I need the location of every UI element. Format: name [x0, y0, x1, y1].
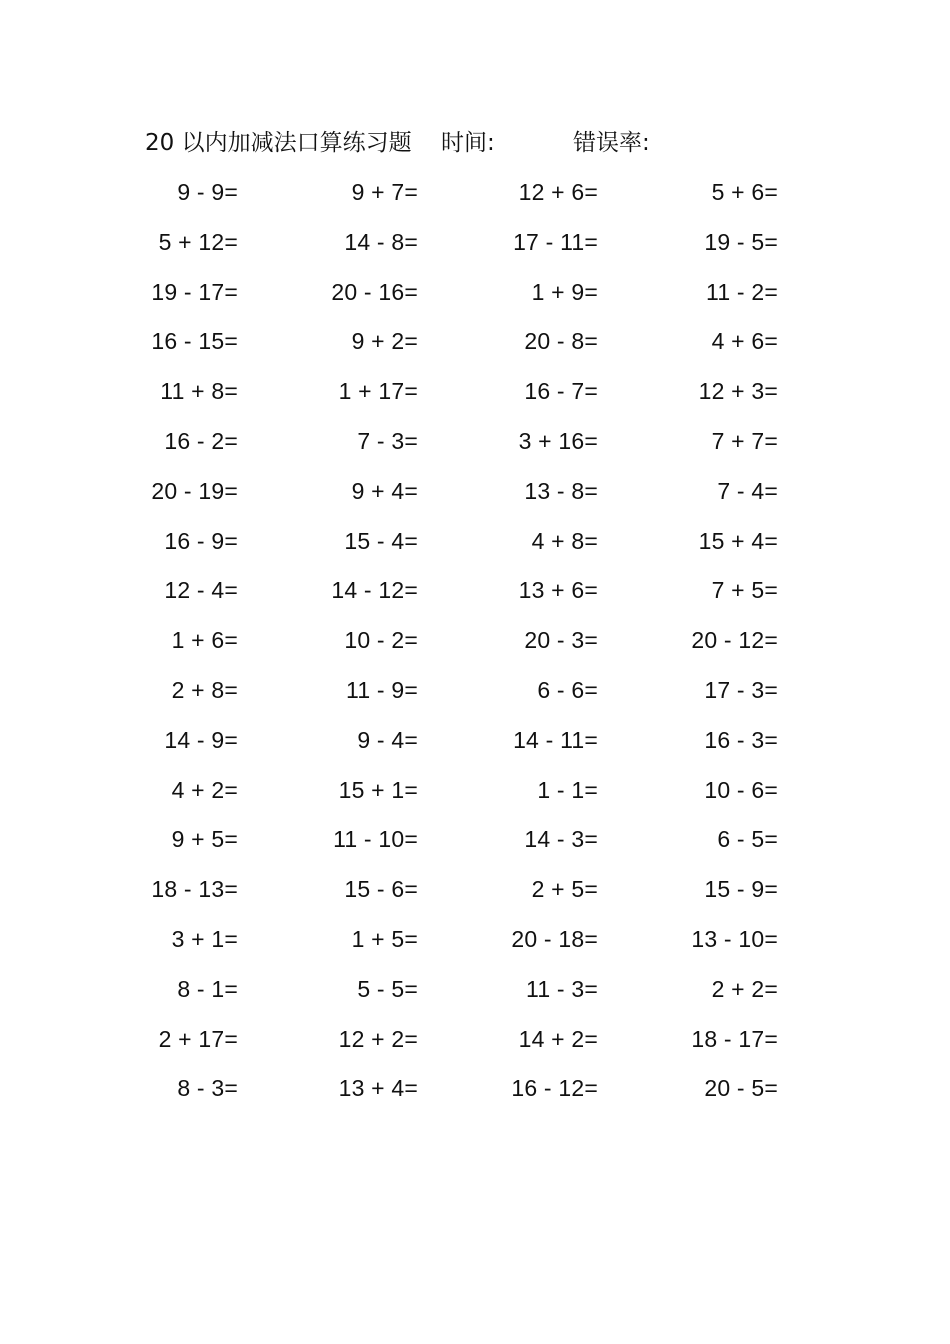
math-problem: 8 - 3= [177, 1075, 238, 1102]
math-problem: 20 - 19= [151, 477, 238, 504]
problem-row [0, 919, 950, 969]
math-problem: 16 - 15= [151, 328, 238, 355]
math-problem: 13 - 10= [691, 925, 778, 952]
problem-row [0, 172, 950, 222]
math-problem: 20 - 8= [524, 328, 598, 355]
problem-row [0, 1019, 950, 1069]
math-problem: 13 - 8= [524, 477, 598, 504]
worksheet-title: 20 以内加减法口算练习题 [145, 130, 412, 156]
math-problem: 9 - 4= [357, 726, 418, 753]
math-problem: 9 + 7= [351, 179, 418, 205]
math-problem: 13 + 6= [518, 577, 598, 604]
problem-grid [0, 172, 950, 1118]
math-problem: 7 - 4= [717, 477, 778, 504]
math-problem: 9 + 5= [171, 826, 238, 853]
math-problem: 2 + 17= [158, 1025, 238, 1052]
math-problem: 2 + 5= [531, 876, 598, 903]
problem-row [0, 770, 950, 820]
math-problem: 17 - 11= [513, 228, 598, 255]
math-problem: 1 + 17= [338, 378, 418, 405]
math-problem: 2 + 2= [711, 975, 778, 1002]
problem-row [0, 272, 950, 322]
problem-row [0, 620, 950, 670]
math-problem: 11 - 9= [346, 676, 418, 703]
math-problem: 20 - 16= [331, 278, 418, 305]
math-problem: 14 - 8= [344, 228, 418, 255]
math-problem: 10 - 6= [704, 776, 778, 803]
error-rate-label: 错误率: [573, 130, 650, 156]
math-problem: 14 - 3= [524, 826, 598, 853]
math-problem: 12 + 3= [698, 378, 778, 405]
math-problem: 8 - 1= [177, 975, 238, 1002]
math-problem: 15 - 6= [344, 876, 418, 903]
math-problem: 5 + 6= [711, 179, 778, 205]
math-problem: 20 - 12= [691, 627, 778, 654]
math-problem: 9 - 9= [177, 179, 238, 205]
math-problem: 9 + 2= [351, 328, 418, 355]
math-problem: 16 - 12= [511, 1075, 598, 1102]
math-problem: 14 - 9= [164, 726, 238, 753]
math-problem: 4 + 2= [171, 776, 238, 803]
math-problem: 4 + 6= [711, 328, 778, 355]
problem-row [0, 371, 950, 421]
problem-row [0, 521, 950, 571]
math-problem: 1 + 6= [171, 627, 238, 654]
math-problem: 7 - 3= [357, 427, 418, 454]
math-problem: 6 - 5= [717, 826, 778, 853]
problem-row [0, 222, 950, 272]
problem-row [0, 471, 950, 521]
math-problem: 5 - 5= [357, 975, 418, 1002]
math-problem: 20 - 5= [704, 1075, 778, 1102]
math-problem: 7 + 5= [711, 577, 778, 604]
math-problem: 15 + 4= [698, 527, 778, 554]
math-problem: 1 - 1= [537, 776, 598, 803]
math-problem: 12 + 2= [338, 1025, 418, 1052]
math-problem: 19 - 5= [704, 228, 778, 255]
problem-row [0, 570, 950, 620]
math-problem: 2 + 8= [171, 676, 238, 703]
math-problem: 16 - 7= [524, 378, 598, 405]
math-problem: 20 - 3= [524, 627, 598, 654]
math-problem: 12 - 4= [164, 577, 238, 604]
math-problem: 16 - 2= [164, 427, 238, 454]
time-label: 时间: [441, 130, 495, 156]
math-problem: 13 + 4= [338, 1075, 418, 1102]
problem-row [0, 819, 950, 869]
math-problem: 1 + 9= [531, 278, 598, 305]
math-problem: 15 + 1= [338, 776, 418, 803]
math-problem: 16 - 3= [704, 726, 778, 753]
math-problem: 1 + 5= [351, 925, 418, 952]
math-problem: 12 + 6= [518, 179, 598, 205]
math-problem: 18 - 13= [151, 876, 238, 903]
problem-row [0, 720, 950, 770]
math-problem: 15 - 4= [344, 527, 418, 554]
math-problem: 18 - 17= [691, 1025, 778, 1052]
problem-row [0, 421, 950, 471]
math-problem: 3 + 1= [171, 925, 238, 952]
problem-row [0, 670, 950, 720]
problem-row [0, 1068, 950, 1118]
math-problem: 7 + 7= [711, 427, 778, 454]
math-problem: 5 + 12= [158, 228, 238, 255]
math-problem: 17 - 3= [704, 676, 778, 703]
math-problem: 11 - 2= [706, 278, 778, 305]
math-problem: 11 - 3= [526, 975, 598, 1002]
math-problem: 6 - 6= [537, 676, 598, 703]
problem-row [0, 321, 950, 371]
math-problem: 10 - 2= [344, 627, 418, 654]
math-problem: 15 - 9= [704, 876, 778, 903]
problem-row [0, 969, 950, 1019]
math-problem: 14 - 12= [331, 577, 418, 604]
problem-row [0, 869, 950, 919]
math-problem: 14 - 11= [513, 726, 598, 753]
math-problem: 19 - 17= [151, 278, 238, 305]
math-problem: 4 + 8= [531, 527, 598, 554]
math-problem: 20 - 18= [511, 925, 598, 952]
math-problem: 11 + 8= [160, 378, 238, 405]
math-problem: 9 + 4= [351, 477, 418, 504]
math-problem: 16 - 9= [164, 527, 238, 554]
math-problem: 11 - 10= [333, 826, 418, 853]
math-problem: 3 + 16= [518, 427, 598, 454]
math-problem: 14 + 2= [518, 1025, 598, 1052]
